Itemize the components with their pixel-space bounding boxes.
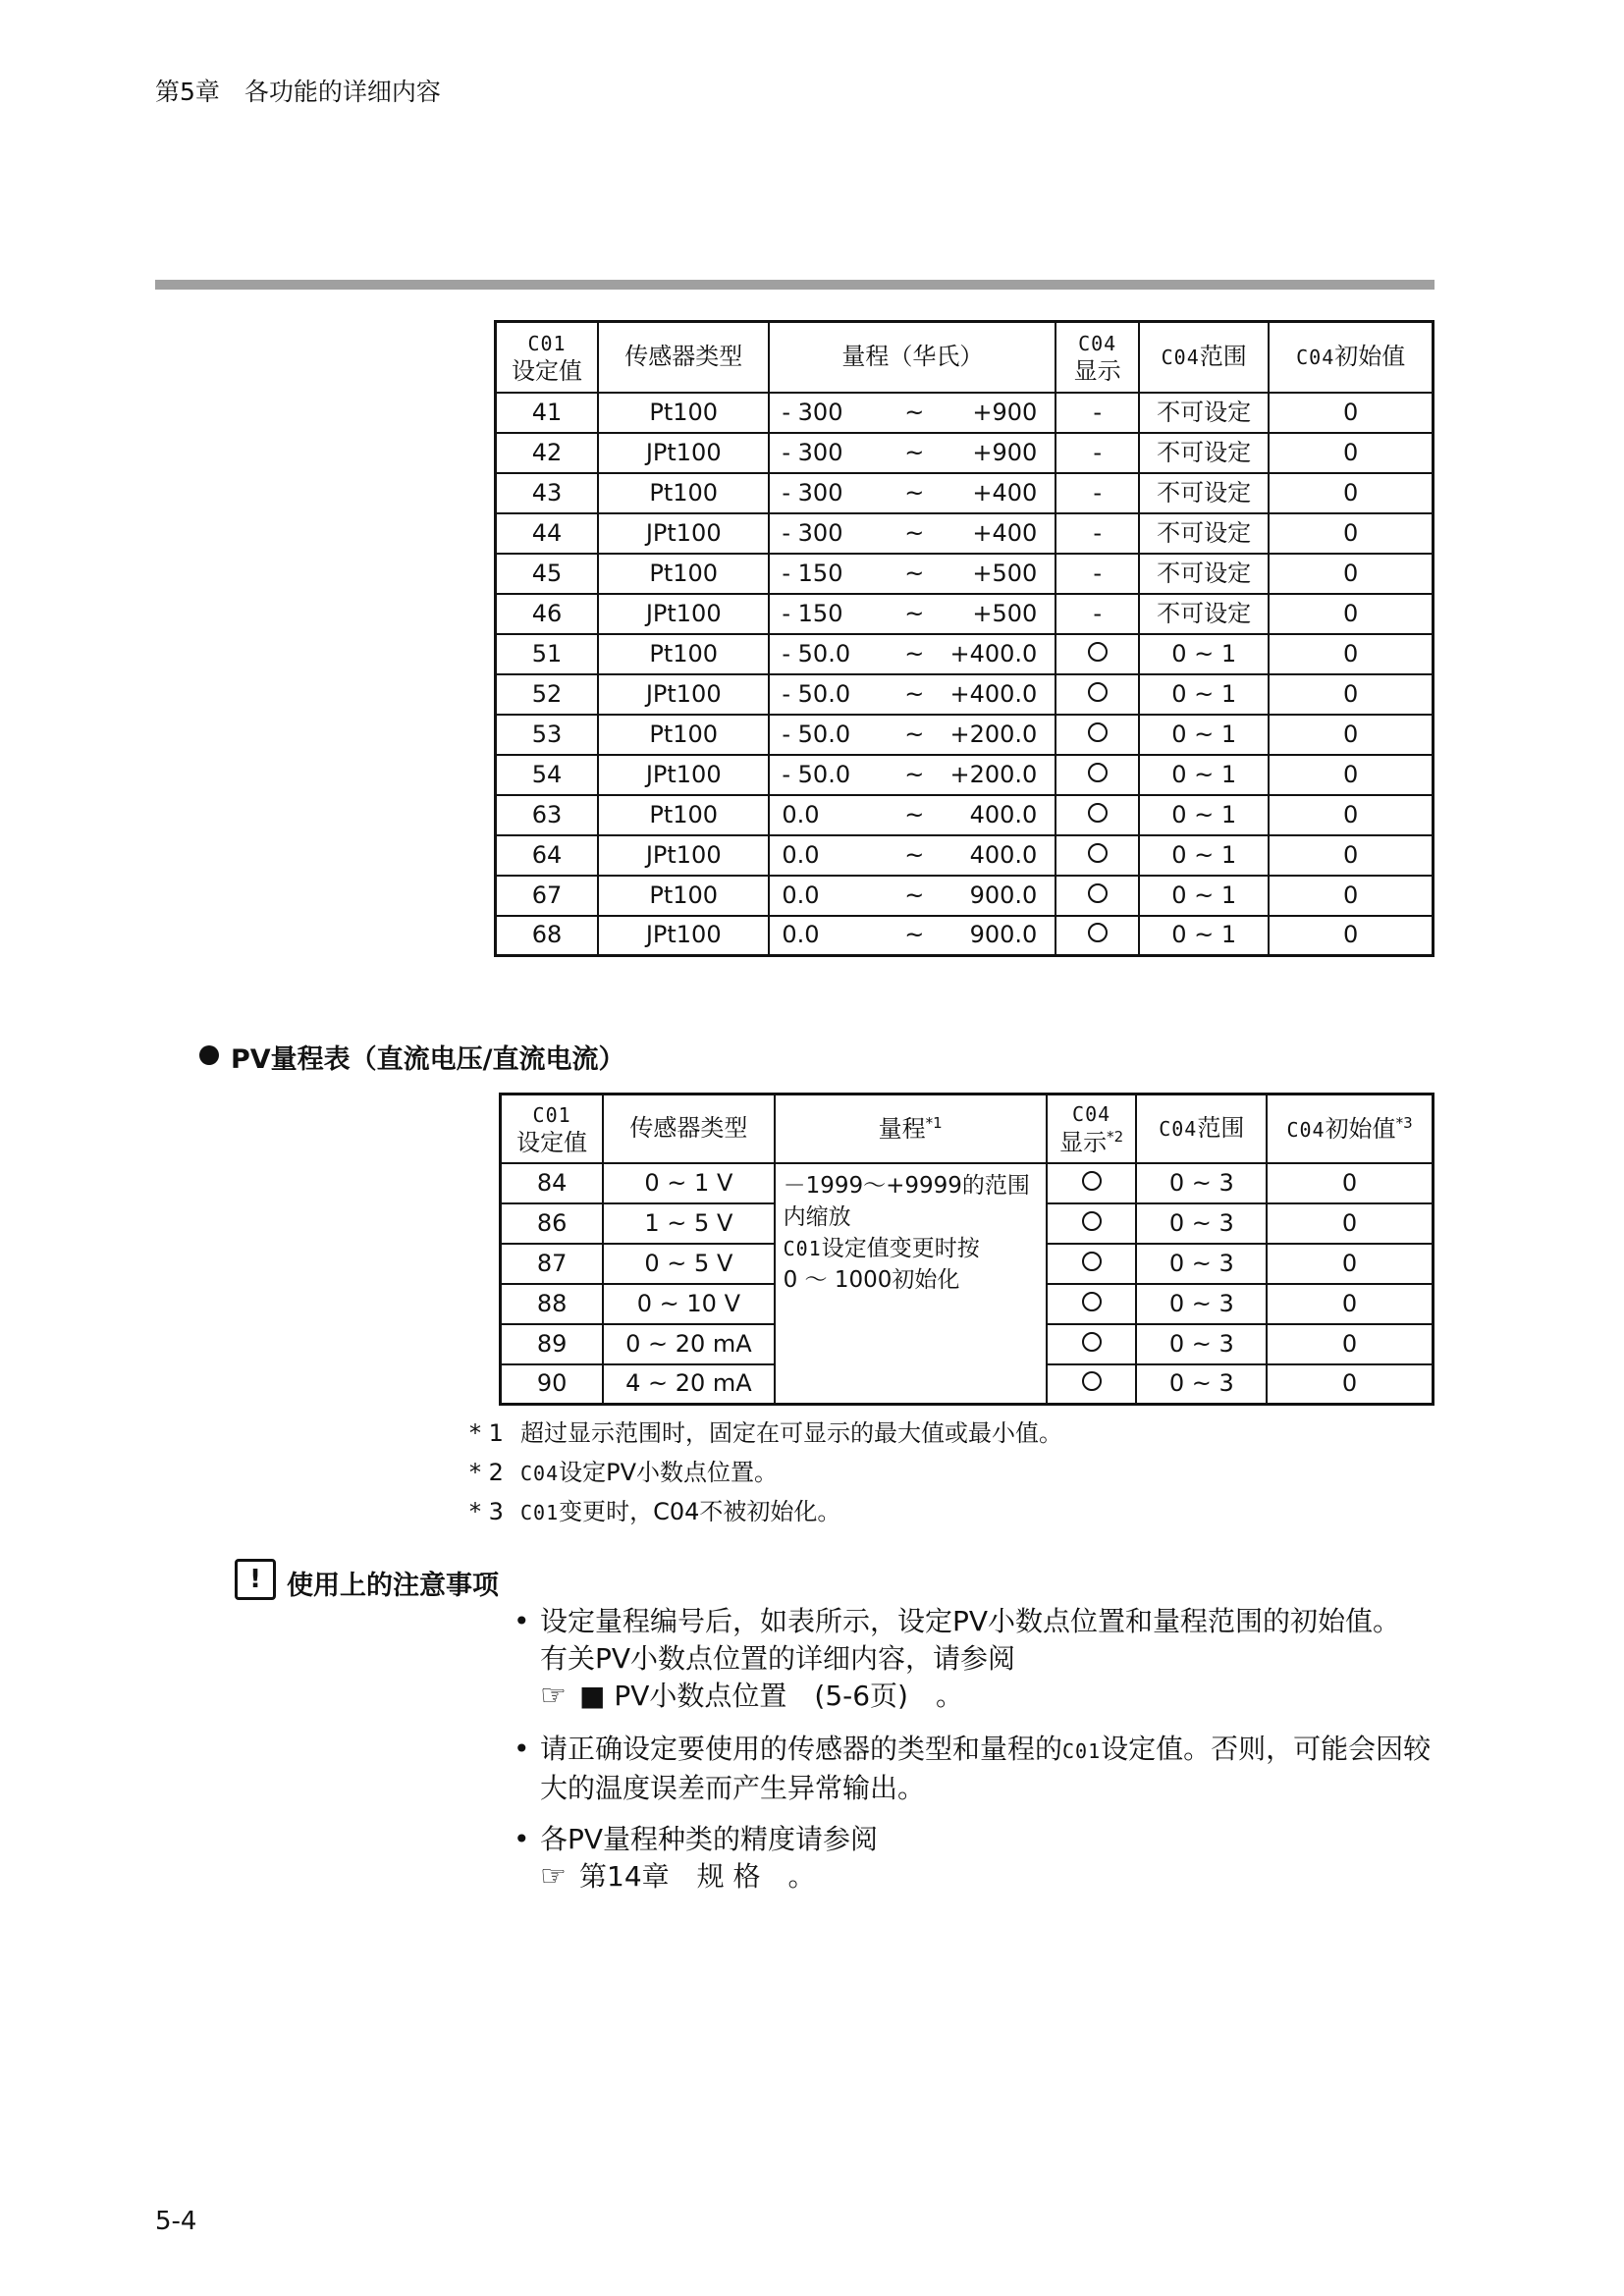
cell-c04-display (1047, 1364, 1137, 1405)
cell-c04-display (1056, 674, 1139, 715)
table-header-row (501, 1095, 1434, 1163)
page-number: 5-4 (155, 2207, 197, 2236)
cell-sensor: JPt100 (598, 513, 769, 554)
cell-c04-display: - (1056, 554, 1139, 594)
cell-c04-range: 不可设定 (1139, 594, 1269, 634)
table-row (496, 755, 1434, 795)
cell-c04-display (1047, 1163, 1137, 1203)
pv-range-table-dc (499, 1093, 1435, 1406)
cell-c04-initial: 0 (1269, 473, 1433, 513)
cell-c04-range: 0 ~ 1 (1139, 715, 1269, 755)
table-row (501, 1163, 1434, 1203)
cell-code: 67 (496, 876, 599, 916)
cell-code: 64 (496, 835, 599, 876)
header-c01-setting: C01 设定值 (496, 322, 599, 393)
cell-c04-range: 不可设定 (1139, 433, 1269, 473)
table-row (496, 554, 1434, 594)
cell-sensor: 0 ~ 1 V (603, 1163, 774, 1203)
cell-code: 87 (501, 1244, 604, 1284)
header-c01-setting: C01 设定值 (501, 1095, 604, 1163)
footnote-1: * 1 超过显示范围时，固定在可显示的最大值或最小值。 (469, 1419, 1062, 1447)
available-circle-icon (1088, 883, 1108, 903)
available-circle-icon (1088, 642, 1108, 662)
cell-sensor: 0 ~ 5 V (603, 1244, 774, 1284)
cell-c04-initial: 0 (1267, 1244, 1433, 1284)
cell-c04-range: 不可设定 (1139, 554, 1269, 594)
cell-c04-initial: 0 (1269, 513, 1433, 554)
cell-c04-range: 0 ~ 3 (1136, 1244, 1267, 1284)
available-circle-icon (1082, 1332, 1102, 1352)
cell-code: 88 (501, 1284, 604, 1324)
cell-c04-initial: 0 (1267, 1163, 1433, 1203)
table-row (496, 674, 1434, 715)
section-title: PV量程表（直流电压/直流电流） (231, 1044, 625, 1075)
cell-c04-initial: 0 (1267, 1324, 1433, 1364)
cell-c04-display (1047, 1284, 1137, 1324)
available-circle-icon (1088, 923, 1108, 942)
cell-sensor: Pt100 (598, 634, 769, 674)
cell-c04-display: - (1056, 393, 1139, 433)
pointing-hand-icon: ☞ (540, 1859, 567, 1894)
available-circle-icon (1082, 1171, 1102, 1191)
table-row (496, 835, 1434, 876)
cell-sensor: Pt100 (598, 473, 769, 513)
header-c04-initial: C04初始值 (1269, 322, 1433, 393)
table-row (496, 876, 1434, 916)
cell-c04-display (1056, 835, 1139, 876)
cell-code: 53 (496, 715, 599, 755)
cell-sensor: JPt100 (598, 674, 769, 715)
footnote-2: * 2 C04设定PV小数点位置。 (469, 1459, 779, 1486)
bullet: • (514, 1733, 530, 1765)
cell-range: - 50.0 ~ +200.0 (769, 755, 1056, 795)
cell-sensor: 1 ~ 5 V (603, 1203, 774, 1244)
table-row (496, 594, 1434, 634)
caution-icon: ! (235, 1559, 276, 1600)
cell-sensor: Pt100 (598, 795, 769, 835)
cell-c04-display (1056, 876, 1139, 916)
header-range: 量程（华氏） (769, 322, 1056, 393)
cell-code: 86 (501, 1203, 604, 1244)
cell-c04-range: 0 ~ 3 (1136, 1203, 1267, 1244)
cell-range-note: －1999～+9999的范围 内缩放 C01设定值变更时按 0 ～ 1000初始化 (775, 1163, 1047, 1405)
table-row (496, 433, 1434, 473)
cell-c04-display: - (1056, 473, 1139, 513)
available-circle-icon (1082, 1211, 1102, 1231)
caution-title: 使用上的注意事项 (287, 1571, 499, 1601)
available-circle-icon (1088, 843, 1108, 863)
table-row (496, 393, 1434, 433)
cell-code: 89 (501, 1324, 604, 1364)
cell-code: 51 (496, 634, 599, 674)
cell-code: 63 (496, 795, 599, 835)
cross-reference-link[interactable]: 第14章 规 格 。 (579, 1860, 816, 1893)
cell-c04-range: 不可设定 (1139, 393, 1269, 433)
cell-sensor: JPt100 (598, 835, 769, 876)
cell-range: - 50.0 ~ +400.0 (769, 634, 1056, 674)
cell-c04-display: - (1056, 513, 1139, 554)
cell-c04-range: 0 ~ 3 (1136, 1284, 1267, 1324)
cell-code: 44 (496, 513, 599, 554)
table-row (496, 513, 1434, 554)
cell-c04-initial: 0 (1269, 634, 1433, 674)
cell-c04-initial: 0 (1269, 795, 1433, 835)
cell-c04-initial: 0 (1269, 835, 1433, 876)
header-sensor-type: 传感器类型 (598, 322, 769, 393)
cell-sensor: JPt100 (598, 594, 769, 634)
cell-c04-display: - (1056, 433, 1139, 473)
caution-note-1: • 设定量程编号后，如表所示，设定PV小数点位置和量程范围的初始值。 有关PV小数点位置的详细内容，请参阅 ☞ ■ PV小数点位置 (5-6页) 。 (514, 1605, 1401, 1713)
cell-range: 0.0 ~ 900.0 (769, 876, 1056, 916)
header-range: 量程$^{*1}$ (775, 1095, 1047, 1163)
cell-range: 0.0 ~ 900.0 (769, 916, 1056, 956)
cell-range: 0.0 ~ 400.0 (769, 835, 1056, 876)
caution-note-2: • 请正确设定要使用的传感器的类型和量程的C01设定值。否则，可能会因较 大的温度误差而产生异常输出。 (514, 1733, 1432, 1804)
pv-range-table-fahrenheit (494, 320, 1435, 957)
chapter-heading: 第5章 各功能的详细内容 (155, 78, 441, 106)
header-rule (155, 280, 1435, 290)
cell-range: - 300 ~ +400 (769, 473, 1056, 513)
table-row (496, 916, 1434, 956)
pointing-hand-icon: ☞ (540, 1679, 567, 1713)
cell-code: 42 (496, 433, 599, 473)
cell-c04-display (1047, 1324, 1137, 1364)
cell-range: - 50.0 ~ +200.0 (769, 715, 1056, 755)
cell-range: - 300 ~ +900 (769, 433, 1056, 473)
available-circle-icon (1088, 682, 1108, 702)
cell-c04-range: 0 ~ 3 (1136, 1364, 1267, 1405)
cell-c04-initial: 0 (1269, 876, 1433, 916)
cell-code: 90 (501, 1364, 604, 1405)
available-circle-icon (1082, 1371, 1102, 1391)
cell-sensor: JPt100 (598, 755, 769, 795)
cell-c04-initial: 0 (1269, 393, 1433, 433)
bullet: • (514, 1605, 530, 1637)
cell-sensor: Pt100 (598, 715, 769, 755)
cross-reference-link[interactable]: ■ PV小数点位置 (5-6页) 。 (579, 1680, 963, 1712)
caution-note-3: • 各PV量程种类的精度请参阅 ☞ 第14章 规 格 。 (514, 1823, 879, 1894)
cell-range: - 150 ~ +500 (769, 554, 1056, 594)
cell-c04-display (1047, 1244, 1137, 1284)
header-c04-range: C04范围 (1136, 1095, 1267, 1163)
cell-sensor: Pt100 (598, 393, 769, 433)
cell-range: 0.0 ~ 400.0 (769, 795, 1056, 835)
cell-c04-display (1056, 916, 1139, 956)
bullet: • (514, 1823, 530, 1855)
cell-sensor: Pt100 (598, 554, 769, 594)
cell-c04-display (1056, 715, 1139, 755)
cell-c04-range: 0 ~ 1 (1139, 755, 1269, 795)
cell-c04-initial: 0 (1269, 755, 1433, 795)
cell-code: 45 (496, 554, 599, 594)
cell-code: 54 (496, 755, 599, 795)
cell-c04-range: 0 ~ 3 (1136, 1163, 1267, 1203)
cell-c04-range: 0 ~ 3 (1136, 1324, 1267, 1364)
header-sensor-type: 传感器类型 (603, 1095, 774, 1163)
available-circle-icon (1088, 763, 1108, 782)
available-circle-icon (1082, 1252, 1102, 1271)
cell-c04-range: 不可设定 (1139, 473, 1269, 513)
cell-sensor: Pt100 (598, 876, 769, 916)
available-circle-icon (1088, 722, 1108, 742)
header-c04-range: C04范围 (1139, 322, 1269, 393)
cell-c04-range: 0 ~ 1 (1139, 795, 1269, 835)
table-header-row (496, 322, 1434, 393)
cell-c04-display (1056, 634, 1139, 674)
cell-c04-initial: 0 (1269, 433, 1433, 473)
cell-code: 52 (496, 674, 599, 715)
cell-c04-initial: 0 (1269, 916, 1433, 956)
cell-code: 43 (496, 473, 599, 513)
table-row (496, 473, 1434, 513)
cell-c04-initial: 0 (1269, 594, 1433, 634)
cell-code: 46 (496, 594, 599, 634)
cell-c04-range: 0 ~ 1 (1139, 916, 1269, 956)
section-bullet-icon (199, 1045, 219, 1065)
cell-c04-initial: 0 (1269, 715, 1433, 755)
cell-c04-range: 0 ~ 1 (1139, 835, 1269, 876)
available-circle-icon (1088, 803, 1108, 823)
cell-sensor: JPt100 (598, 433, 769, 473)
cell-c04-range: 0 ~ 1 (1139, 674, 1269, 715)
cell-c04-display (1056, 795, 1139, 835)
cell-c04-initial: 0 (1267, 1364, 1433, 1405)
table-row (496, 634, 1434, 674)
cell-range: - 50.0 ~ +400.0 (769, 674, 1056, 715)
footnote-mark: *1 (925, 1113, 943, 1132)
cell-c04-range: 0 ~ 1 (1139, 876, 1269, 916)
cell-range: - 300 ~ +900 (769, 393, 1056, 433)
cell-code: 41 (496, 393, 599, 433)
header-c04-display: C04 显示$^{*2}$ (1047, 1095, 1137, 1163)
header-c04-initial: C04初始值$^{*3}$ (1267, 1095, 1433, 1163)
cell-sensor: 0 ~ 20 mA (603, 1324, 774, 1364)
cell-c04-initial: 0 (1267, 1203, 1433, 1244)
cell-range: - 300 ~ +400 (769, 513, 1056, 554)
cell-c04-display (1047, 1203, 1137, 1244)
cell-c04-initial: 0 (1269, 554, 1433, 594)
cell-sensor: 4 ~ 20 mA (603, 1364, 774, 1405)
cell-sensor: JPt100 (598, 916, 769, 956)
cell-c04-range: 0 ~ 1 (1139, 634, 1269, 674)
footnote-3: * 3 C01变更时，C04不被初始化。 (469, 1498, 841, 1525)
cell-code: 84 (501, 1163, 604, 1203)
footnote-mark: *3 (1395, 1113, 1413, 1132)
cell-c04-range: 不可设定 (1139, 513, 1269, 554)
table-row (496, 795, 1434, 835)
cell-c04-initial: 0 (1267, 1284, 1433, 1324)
cell-c04-initial: 0 (1269, 674, 1433, 715)
footnote-mark: *2 (1107, 1128, 1124, 1147)
cell-code: 68 (496, 916, 599, 956)
cell-range: - 150 ~ +500 (769, 594, 1056, 634)
cell-sensor: 0 ~ 10 V (603, 1284, 774, 1324)
table-row (496, 715, 1434, 755)
cell-c04-display: - (1056, 594, 1139, 634)
header-c04-display: C04 显示 (1056, 322, 1139, 393)
cell-c04-display (1056, 755, 1139, 795)
available-circle-icon (1082, 1292, 1102, 1311)
